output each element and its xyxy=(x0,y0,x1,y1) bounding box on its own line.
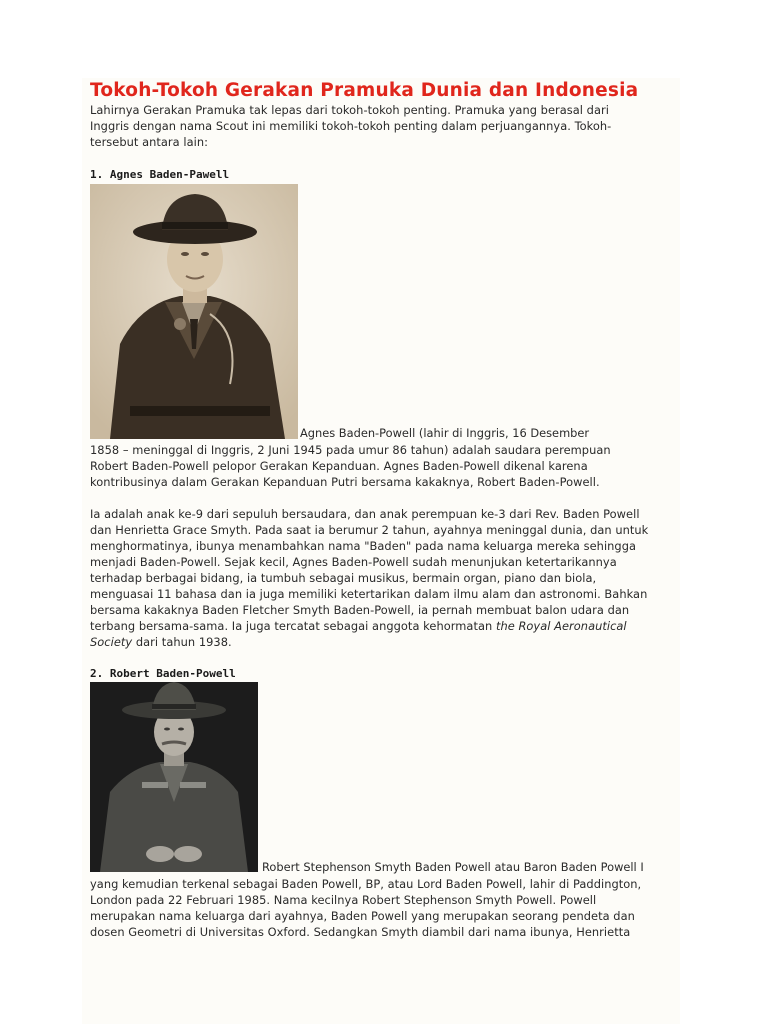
agnes-p2-italic-1: the Royal Aeronautical xyxy=(495,619,627,633)
document-page xyxy=(82,78,680,1024)
agnes-paragraph-2-tail xyxy=(90,634,674,650)
robert-photo xyxy=(90,682,258,872)
agnes-p2-tail: dari tahun 1938. xyxy=(132,635,232,649)
section2-heading: 2. Robert Baden-Powell xyxy=(90,667,236,680)
agnes-photo xyxy=(90,184,298,439)
intro-paragraph: Lahirnya Gerakan Pramuka tak lepas dari tokoh-tokoh penting. Pramuka yang berasal dari Inggris dengan nama Scout ini memiliki tokoh-tokoh penting dalam perjuangannya. Tokoh- tersebut antara lain: xyxy=(90,103,612,149)
robert-caption-first-line: Robert Stephenson Smyth Baden Powell atau Baron Baden Powell I xyxy=(262,860,644,874)
section1-heading: 1. Agnes Baden-Pawell xyxy=(90,168,230,181)
agnes-paragraph-2-last xyxy=(90,618,674,634)
robert-caption: yang kemudian terkenal sebagai Baden Powell, BP, atau Lord Baden Powell, lahir di Paddington, London pada 22 Februari 1985. Nama kecilnya Robert Stephenson Smyth Powell. Powell merupakan nama keluarga dari ayahnya, Baden Powell yang merupakan seorang pendeta dan dosen Geometri di Universitas Oxford. Sedangkan Smyth diambil dari nama ibunya, Henrietta xyxy=(90,877,642,939)
article-title: Tokoh-Tokoh Gerakan Pramuka Dunia dan Indonesia xyxy=(90,80,639,101)
agnes-caption: 1858 – meninggal di Inggris, 2 Juni 1945 pada umur 86 tahun) adalah saudara perempuan Robert Baden-Powell pelopor Gerakan Kepanduan. Agnes Baden-Powell dikenal karena kontribusinya dalam Gerakan Kepanduan Putri bersama kakaknya, Robert Baden-Powell. xyxy=(90,443,611,489)
agnes-paragraph-2: Ia adalah anak ke-9 dari sepuluh bersaudara, dan anak perempuan ke-3 dari Rev. Baden Powell dan Henrietta Grace Smyth. Pada saat ia berumur 2 tahun, ayahnya meninggal dunia, dan untuk menghormatinya, ibunya menambahkan nama "Baden" pada nama keluarga mereka sehingga menjadi Baden-Powell. Sejak kecil, Agnes Baden-Powell sudah menunjukan ketertarikannya terhadap berbagai bidang, ia tumbuh sebagai musikus, bermain organ, piano dan biola, menguasai 11 bahasa dan ia juga memiliki ketertarikan dalam ilmu alam dan astronomi. Bahkan bersama kakaknya Baden Fletcher Smyth Baden-Powell, ia pernah membuat balon udara dan xyxy=(90,507,649,617)
agnes-p2-last-pre: terbang bersama-sama. Ia juga tercatat sebagai anggota kehormatan xyxy=(90,619,496,633)
agnes-caption-first-line: Agnes Baden-Powell (lahir di Inggris, 16 Desember xyxy=(300,426,590,440)
agnes-p2-italic-2: Society xyxy=(90,635,133,649)
